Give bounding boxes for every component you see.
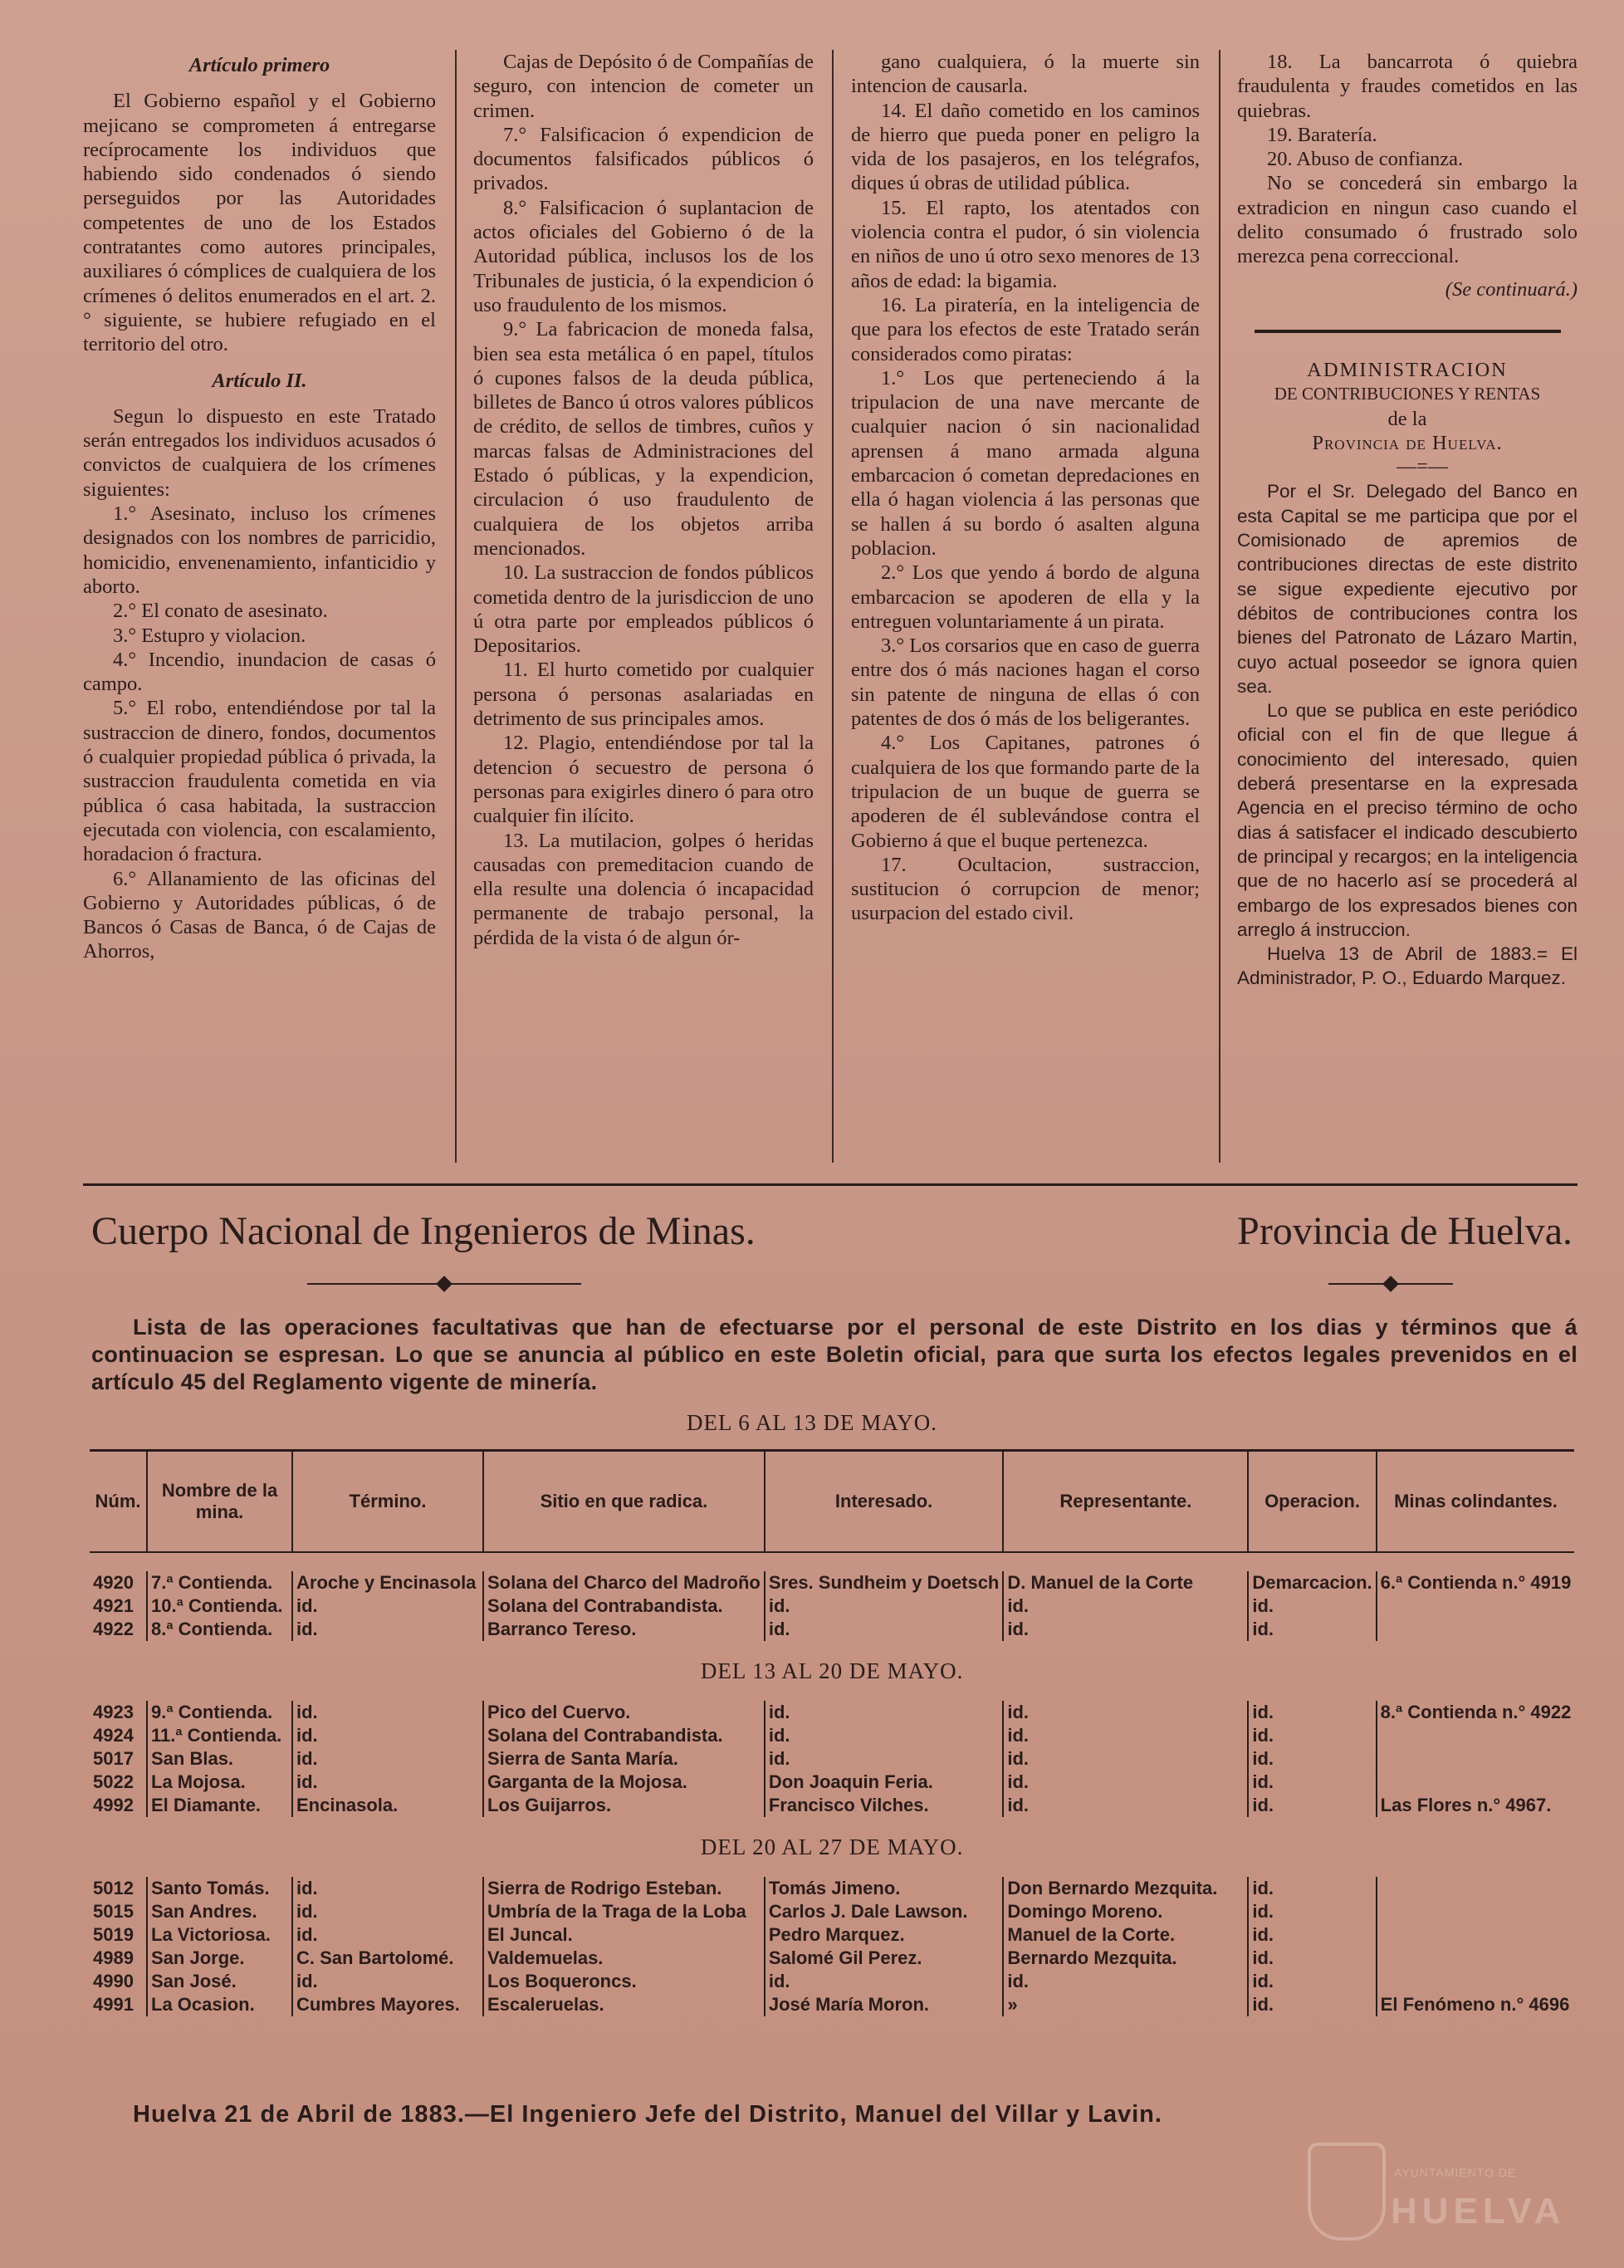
paragraph: 3.° Estupro y violacion. — [113, 624, 306, 647]
table-cell: El Fenómeno n.° 4696 — [1377, 1993, 1575, 2016]
table-cell: id. — [765, 1747, 1004, 1771]
table-cell: 6.ª Contienda n.° 4919 — [1377, 1571, 1575, 1594]
table-cell: id. — [1248, 1993, 1376, 2016]
table-cell: 5022 — [93, 1771, 134, 1792]
table-cell: El Diamante. — [147, 1794, 292, 1817]
period-row — [90, 1817, 1574, 1877]
watermark-line1: AYUNTAMIENTO DE — [1394, 2166, 1517, 2179]
col-header: Operacion. — [1248, 1451, 1376, 1553]
paragraph: 19. Baratería. — [1267, 123, 1377, 146]
paragraph: No se concederá sin embargo la extradicion en ningun caso cuando el delito consumado ó frustrado solo merezca pena correccional. — [1237, 172, 1578, 268]
paragraph: 5.° El robo, entendiéndose por tal la sustraccion de dinero, fondos, documentos ó cualquier propiedad pública ó privada, la sustraccion fraudulenta cometida en via pública ó casa habitada, la sustraccion ejecutada con violencia, con escalamiento, horadacion ó fractura. — [83, 697, 436, 866]
table-cell: id. — [292, 1724, 483, 1747]
table-cell: 5017 — [93, 1748, 134, 1769]
table-row — [90, 1771, 1574, 1794]
table-cell: Sierra de Rodrigo Esteban. — [483, 1877, 765, 1900]
table-cell: id. — [1003, 1747, 1248, 1771]
table-cell: Cumbres Mayores. — [292, 1993, 483, 2016]
paragraph: 11. El hurto cometido por cualquier persona ó personas asalariadas en detrimento de sus principales amos. — [473, 659, 814, 731]
article-columns — [83, 50, 1578, 1163]
table-cell — [1377, 1771, 1575, 1794]
table-cell: 5012 — [93, 1878, 134, 1898]
table-cell: 5015 — [93, 1901, 134, 1922]
signature-line: Huelva 21 de Abril de 1883.—El Ingeniero Jefe del Distrito, Manuel del Villar y Lavin. — [133, 2101, 1162, 2128]
table-cell: 8.ª Contienda n.° 4922 — [1377, 1701, 1575, 1724]
table-cell: 11.ª Contienda. — [147, 1724, 292, 1747]
paragraph: Segun lo dispuesto en este Tratado serán entregados los individuos acusados ó convictos de cualquiera de los crímenes siguientes: — [83, 404, 436, 501]
table-cell: Las Flores n.° 4967. — [1377, 1794, 1575, 1817]
mines-table — [90, 1449, 1574, 2016]
table-cell: D. Manuel de la Corte — [1003, 1571, 1248, 1594]
crest-icon — [1308, 2143, 1386, 2241]
table-cell: Barranco Tereso. — [483, 1618, 765, 1641]
paragraph: 20. Abuso de confianza. — [1267, 148, 1464, 171]
table-cell: id. — [292, 1701, 483, 1724]
table-cell — [1377, 1594, 1575, 1618]
table-row — [90, 1900, 1574, 1923]
intro-paragraph: Lista de las operaciones facultativas que han de efectuarse por el personal de este Distrito en los dias y términos que á continuacion se espresan. Lo que se anuncia al público en este Boletin oficial, para que surta los efectos legales prevenidos en el artículo 45 del Reglamento vigente de minería. — [91, 1315, 1578, 1394]
section-separator — [83, 1183, 1578, 1186]
paragraph: 3.° Los corsarios que en caso de guerra entre dos ó más naciones hagan el corso sin patente de ninguna de ellas ó con patentes de dos ó más de los beligerantes. — [851, 634, 1200, 731]
table-cell: San José. — [147, 1970, 292, 1993]
table-cell: Los Guijarros. — [483, 1794, 765, 1817]
col-header: Término. — [292, 1451, 483, 1553]
col-header: Minas colindantes. — [1377, 1451, 1575, 1553]
table-cell: Garganta de la Mojosa. — [483, 1771, 765, 1794]
table-cell: id. — [1248, 1947, 1376, 1970]
table-cell: Valdemuelas. — [483, 1947, 765, 1970]
paragraph: 2.° El conato de asesinato. — [113, 600, 328, 623]
table-cell — [1377, 1877, 1575, 1900]
table-cell: 8.ª Contienda. — [147, 1618, 292, 1641]
table-cell: C. San Bartolomé. — [292, 1947, 483, 1970]
table-cell: id. — [1248, 1771, 1376, 1794]
table-cell: Umbría de la Traga de la Loba — [483, 1900, 765, 1923]
table-cell: id. — [1248, 1594, 1376, 1618]
column-4 — [1237, 50, 1578, 991]
table-cell: 10.ª Contienda. — [147, 1594, 292, 1618]
table-row — [90, 1947, 1574, 1970]
table-cell: Los Boqueroncs. — [483, 1970, 765, 1993]
paragraph: 1.° Asesinato, incluso los crímenes designados con los nombres de parricidio, homicidio, envenenamiento, infanticidio y aborto. — [83, 502, 436, 598]
table-cell: Don Joaquin Feria. — [765, 1771, 1004, 1794]
paragraph: 17. Ocultacion, sustraccion, sustitucion ó corrupcion de menor; usurpacion del estado civil. — [851, 853, 1200, 925]
table-row — [90, 1877, 1574, 1900]
table-cell: 4990 — [93, 1971, 134, 1991]
table-cell: Demarcacion. — [1248, 1571, 1376, 1594]
paragraph: 4.° Los Capitanes, patrones ó cualquiera de los que formando parte de la tripulacion de un buque de guerra se apoderen de él sublevándose contra el Gobierno á que el buque pertenezca. — [851, 732, 1200, 852]
table-cell: 4924 — [93, 1725, 134, 1746]
table-cell: Sres. Sundheim y Doetsch — [765, 1571, 1004, 1594]
table-cell — [1377, 1724, 1575, 1747]
continued-note: (Se continuará.) — [1445, 277, 1578, 301]
table-cell: id. — [292, 1970, 483, 1993]
admin-subtitle: de la — [1387, 407, 1427, 430]
table-cell: Pico del Cuervo. — [483, 1701, 765, 1724]
table-cell: id. — [765, 1724, 1004, 1747]
paragraph: gano cualquiera, ó la muerte sin intencion de causarla. — [851, 51, 1200, 98]
column-1 — [83, 50, 436, 964]
table-cell — [1377, 1747, 1575, 1771]
col-header: Sitio en que radica. — [483, 1451, 765, 1553]
table-cell: Tomás Jimeno. — [765, 1877, 1004, 1900]
table-cell: Sierra de Santa María. — [483, 1747, 765, 1771]
table-cell: 4920 — [93, 1572, 134, 1593]
col-header: Nombre de la mina. — [147, 1451, 292, 1553]
table-cell — [1377, 1618, 1575, 1641]
table-row — [90, 1594, 1574, 1618]
table-cell: Bernardo Mezquita. — [1003, 1947, 1248, 1970]
paragraph: 18. La bancarrota ó quiebra fraudulenta y fraudes cometidos en las quiebras. — [1237, 51, 1578, 122]
section-rule — [1255, 330, 1561, 333]
paragraph: 16. La piratería, en la inteligencia de que para los efectos de este Tratado serán considerados como piratas: — [851, 293, 1200, 365]
table-row — [90, 1701, 1574, 1724]
watermark-line2: HUELVA — [1391, 2191, 1566, 2231]
table-cell: id. — [1248, 1900, 1376, 1923]
table-cell: Manuel de la Corte. — [1003, 1923, 1248, 1947]
table-cell: Solana del Contrabandista. — [483, 1724, 765, 1747]
table-cell: 4923 — [93, 1702, 134, 1722]
paragraph: Por el Sr. Delegado del Banco en esta Capital se me participa que por el Comisionado de apremios de contribuciones directas de este distrito se sigue expediente ejecutivo por débitos de contribuciones contra los bienes del Patronato de Lázaro Martin, cuyo actual poseedor se ignora quien sea. — [1237, 481, 1578, 697]
table-cell: id. — [1003, 1701, 1248, 1724]
table-cell: id. — [1003, 1724, 1248, 1747]
paragraph: Cajas de Depósito ó de Compañías de seguro, con intencion de cometer un crimen. — [473, 51, 814, 122]
column-2 — [473, 50, 814, 950]
watermark-seal — [1283, 2143, 1566, 2242]
col-header: Núm. — [90, 1451, 147, 1553]
table-cell: Aroche y Encinasola — [292, 1571, 483, 1594]
period-row — [90, 1641, 1574, 1701]
paragraph: 10. La sustraccion de fondos públicos cometida dentro de la jurisdiccion de uno ú otra parte por empleados públicos ó Depositarios. — [473, 561, 814, 658]
ornament-rule — [1328, 1281, 1453, 1287]
table-cell: San Blas. — [147, 1747, 292, 1771]
table-cell: id. — [1003, 1970, 1248, 1993]
table-cell: id. — [292, 1877, 483, 1900]
table-cell: José María Moron. — [765, 1993, 1004, 2016]
table-cell: San Jorge. — [147, 1947, 292, 1970]
table-cell: id. — [765, 1594, 1004, 1618]
paragraph: El Gobierno español y el Gobierno mejicano se comprometen á entregarse recíprocamente los individuos que habiendo sido condenados ó siendo perseguidos por las Autoridades competentes de uno de los Estados contratantes como autores principales, auxiliares ó cómplices de cualquiera de los crímenes ó delitos enumerados en el art. 2.° siguiente, se hubiere refugiado en el territorio del otro. — [83, 90, 436, 356]
table-cell: La Ocasion. — [147, 1993, 292, 2016]
table-cell: id. — [1248, 1877, 1376, 1900]
table-cell: 4921 — [93, 1595, 134, 1616]
table-cell: id. — [1003, 1794, 1248, 1817]
table-cell: 4989 — [93, 1947, 134, 1968]
period-heading: DEL 20 AL 27 DE MAYO. — [700, 1834, 964, 1859]
section-title: Cuerpo Nacional de Ingenieros de Minas. — [91, 1209, 756, 1253]
paragraph: Huelva 13 de Abril de 1883.= El Administrador, P. O., Eduardo Marquez. — [1237, 943, 1578, 989]
admin-subtitle: Provincia de Huelva. — [1312, 431, 1503, 454]
table-cell: Solana del Charco del Madroño — [483, 1571, 765, 1594]
table-cell: id. — [1003, 1618, 1248, 1641]
table-cell: El Juncal. — [483, 1923, 765, 1947]
table-cell: id. — [292, 1618, 483, 1641]
table-cell: id. — [1248, 1701, 1376, 1724]
col-header: Interesado. — [765, 1451, 1004, 1553]
paragraph: Lo que se publica en este periódico oficial con el fin de que llegue á conocimiento del interesado, quien deberá presentarse en la expresada Agencia en el preciso término de ocho dias á satisfacer el indicado descubierto de principal y recargos; en la inteligencia que de no hacerlo así se procederá al embargo de los expresados bienes con arreglo á instruccion. — [1237, 700, 1578, 940]
table-cell: 4992 — [93, 1795, 134, 1815]
admin-subtitle: DE CONTRIBUCIONES Y RENTAS — [1274, 384, 1541, 404]
header-underline — [90, 1552, 1574, 1571]
column-3 — [851, 50, 1200, 926]
paragraph: 1.° Los que perteneciendo á la tripulacion de una nave mercante de cualquier nacion ó sin nacionalidad aprensen á mano armada alguna embarcacion ó cometan depredaciones en ella ó hagan violencia á las personas que se hallen á su bordo ó asalten alguna poblacion. — [851, 366, 1200, 560]
table-cell: id. — [1003, 1771, 1248, 1794]
paragraph: 4.° Incendio, inundacion de casas ó campo. — [83, 648, 436, 696]
table-spacer — [90, 1552, 1574, 1571]
paragraph: 7.° Falsificacion ó expendicion de documentos falsificados públicos ó privados. — [473, 123, 814, 195]
table-cell: Pedro Marquez. — [765, 1923, 1004, 1947]
table-row — [90, 1970, 1574, 1993]
table-body — [90, 1552, 1574, 2016]
table-cell: 4991 — [93, 1994, 134, 2015]
table-cell: Don Bernardo Mezquita. — [1003, 1877, 1248, 1900]
table-row — [90, 1724, 1574, 1747]
table-cell: » — [1003, 1993, 1248, 2016]
period-heading: DEL 6 AL 13 DE MAYO. — [687, 1410, 937, 1435]
paragraph: 13. La mutilacion, golpes ó heridas causadas con premeditacion cuando de ella resulte una dolencia ó incapacidad permanente de trabajo personal, la pérdida de la vista ó de algun ór- — [473, 829, 814, 949]
table-cell: id. — [1003, 1594, 1248, 1618]
table-cell: id. — [765, 1618, 1004, 1641]
table-cell: Francisco Vilches. — [765, 1794, 1004, 1817]
paragraph: 6.° Allanamiento de las oficinas del Gobierno y Autoridades públicas, ó de Bancos ó Casas de Banca, ó de Cajas de Ahorros, — [83, 867, 436, 963]
table-cell: La Mojosa. — [147, 1771, 292, 1794]
table-cell: id. — [1248, 1618, 1376, 1641]
paragraph: 2.° Los que yendo á bordo de alguna embarcacion se apoderen de ella y la entreguen voluntariamente á un pirata. — [851, 561, 1200, 633]
table-cell: id. — [292, 1594, 483, 1618]
table-cell: Solana del Contrabandista. — [483, 1594, 765, 1618]
table-row — [90, 1618, 1574, 1641]
table-cell — [1377, 1900, 1575, 1923]
table-cell: id. — [1248, 1747, 1376, 1771]
table-cell: San Andres. — [147, 1900, 292, 1923]
article-heading: Artículo II. — [212, 369, 307, 392]
table-cell: id. — [1248, 1794, 1376, 1817]
col-header: Representante. — [1003, 1451, 1248, 1553]
table-cell: 5019 — [93, 1924, 134, 1945]
ornament-rule — [307, 1281, 581, 1287]
table-cell: 4922 — [93, 1619, 134, 1639]
period-heading: DEL 13 AL 20 DE MAYO. — [700, 1658, 964, 1683]
table-cell: 7.ª Contienda. — [147, 1571, 292, 1594]
table-row — [90, 1993, 1574, 2016]
table-cell: Santo Tomás. — [147, 1877, 292, 1900]
table-row — [90, 1747, 1574, 1771]
table-cell: id. — [292, 1771, 483, 1794]
table-row — [90, 1794, 1574, 1817]
admin-title: ADMINISTRACION — [1307, 358, 1508, 381]
column-divider — [832, 50, 834, 1163]
column-divider — [1219, 50, 1220, 1163]
column-divider — [455, 50, 457, 1163]
table-cell: id. — [292, 1900, 483, 1923]
table-cell: id. — [292, 1747, 483, 1771]
paragraph: 14. El daño cometido en los caminos de hierro que pueda poner en peligro la vida de los pasajeros, en los telégrafos, diques ú obras de utilidad pública. — [851, 99, 1200, 195]
table-cell: Encinasola. — [292, 1794, 483, 1817]
table-cell: id. — [292, 1923, 483, 1947]
table-cell: id. — [1248, 1970, 1376, 1993]
table-cell: Escaleruelas. — [483, 1993, 765, 2016]
ornament-dash: —=— — [1397, 456, 1448, 478]
section-subtitle: Provincia de Huelva. — [1237, 1209, 1573, 1253]
table-cell — [1377, 1947, 1575, 1970]
table-cell: Salomé Gil Perez. — [765, 1947, 1004, 1970]
table-cell: id. — [765, 1970, 1004, 1993]
paragraph: 9.° La fabricacion de moneda falsa, bien sea esta metálica ó en papel, títulos ó cupones falsos de la deuda pública, billetes de Banco ú otros valores públicos de crédito, de sellos de timbres, cuños y marcas falsas de Administraciones del Estado ó públicas, y la expendicion, circulacion ó uso fraudulento de cualquiera de los objetos arriba mencionados. — [473, 318, 814, 560]
table-cell: id. — [1248, 1724, 1376, 1747]
table-cell: La Victoriosa. — [147, 1923, 292, 1947]
table-cell: Domingo Moreno. — [1003, 1900, 1248, 1923]
table-cell — [1377, 1923, 1575, 1947]
paragraph: 8.° Falsificacion ó suplantacion de actos oficiales del Gobierno ó de la Autoridad pública, inclusos los de los Tribunales de justicia, ó la expendicion ó uso fraudulento de los mismos. — [473, 196, 814, 316]
table-cell: id. — [1248, 1923, 1376, 1947]
paragraph: 15. El rapto, los atentados con violencia contra el pudor, ó sin violencia en niños de uno ú otro sexo menores de 13 años de edad: la bigamia. — [851, 196, 1200, 292]
table-cell — [1377, 1970, 1575, 1993]
table-header-row — [90, 1451, 1574, 1553]
table-cell: 9.ª Contienda. — [147, 1701, 292, 1724]
table-row — [90, 1571, 1574, 1594]
paragraph: 12. Plagio, entendiéndose por tal la detencion ó secuestro de persona ó personas para exigirles dinero ó para otro cualquier fin ilícito. — [473, 732, 814, 828]
table-row — [90, 1923, 1574, 1947]
table-cell: id. — [765, 1701, 1004, 1724]
article-heading: Artículo primero — [188, 54, 330, 76]
table-cell: Carlos J. Dale Lawson. — [765, 1900, 1004, 1923]
